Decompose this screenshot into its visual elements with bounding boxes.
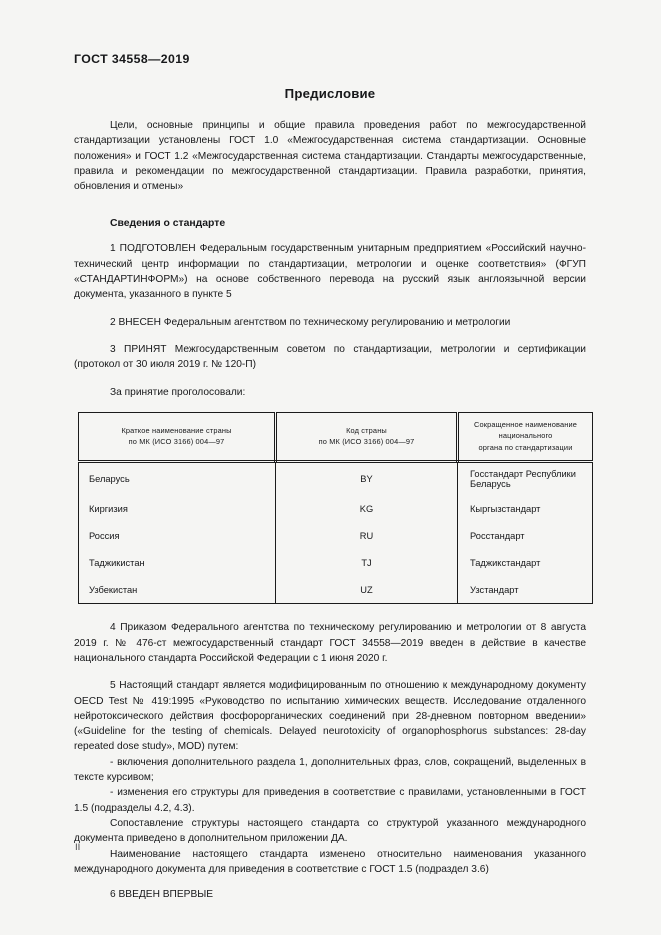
vote-table-header-row xyxy=(79,412,593,462)
header-line-1: Краткое наименование страны xyxy=(121,425,232,435)
cell-body: Узстандарт xyxy=(470,584,519,595)
vote-table-header-code xyxy=(276,412,458,462)
table-row xyxy=(79,576,593,604)
cell-code: RU xyxy=(276,522,458,549)
vote-table-body xyxy=(79,462,593,604)
cell-body: Таджикстандарт xyxy=(470,557,541,568)
standard-info-item-3: 3 ПРИНЯТ Межгосударственным советом по стандартизации, метрологии и сертификации (протокол от 30 июля 2019 г. № 120-П) xyxy=(74,343,586,371)
vote-table-wrapper xyxy=(78,412,593,605)
page-content xyxy=(74,86,586,912)
table-row xyxy=(79,549,593,576)
cell-country: Узбекистан xyxy=(79,576,276,604)
header-line-1: Код страны xyxy=(346,425,387,435)
page-number: II xyxy=(75,842,81,853)
document-header-standard-number: ГОСТ 34558—2019 xyxy=(74,52,190,66)
standard-info-item-2: 2 ВНЕСЕН Федеральным агентством по техническому регулированию и метрологии xyxy=(110,316,511,328)
standard-info-item-5-dash-2: - изменения его структуры для приведения в соответствие с правилами, установленными в ГОСТ 1.5 (подразделы 4.2, 4.3). xyxy=(74,787,586,814)
standard-info-item-4: 4 Приказом Федерального агентства по техническому регулированию и метрологии от 8 августа 2019 г. № 476-ст межгосударственный стандарт ГОСТ 34558—2019 введен в действие в качестве национального стандарта Российской Федерации с 1 июня 2020 г. xyxy=(74,622,586,664)
vote-table xyxy=(78,412,593,605)
page-title: Предисловие xyxy=(284,86,376,101)
header-line-2: органа по стандартизации xyxy=(478,442,573,452)
table-row xyxy=(79,522,593,549)
cell-code: KG xyxy=(276,495,458,522)
header-line-2: по МК (ИСО 3166) 004—97 xyxy=(128,437,225,447)
cell-country: Киргизия xyxy=(79,495,276,522)
standard-info-heading: Сведения о стандарте xyxy=(110,218,226,230)
vote-intro-text: За принятие проголосовали: xyxy=(110,386,246,398)
vote-table-header-country xyxy=(79,412,276,462)
spacer xyxy=(74,206,586,218)
cell-country: Россия xyxy=(79,522,276,549)
standard-info-item-5-comparison: Сопоставление структуры настоящего стандарта со структурой указанного международного документа приведено в дополнительном приложении ДА. xyxy=(74,817,586,845)
cell-country: Беларусь xyxy=(79,462,276,496)
cell-body: Росстандарт xyxy=(470,530,525,541)
standard-info-item-5-dash-1: - включения дополнительного раздела 1, дополнительных фраз, слов, сокращений, выделенных в тексте курсивом; xyxy=(74,756,586,784)
cell-code: UZ xyxy=(276,576,458,604)
cell-code: TJ xyxy=(276,549,458,576)
cell-country: Таджикистан xyxy=(79,549,276,576)
cell-body: Госстандарт Республики Беларусь xyxy=(470,469,576,490)
table-row xyxy=(79,495,593,522)
standard-info-item-5-lead: 5 Настоящий стандарт является модифицированным по отношению к международному документу OECD Test № 419:1995 «Руководство по испытанию химических веществ. Исследование отдаленного нейротоксического действия фосфорорганических соединений при 28-дневном повторном введении» («Guideline for the testing of chemicals. Delayed neurotoxicity of organophosphorus substances: 28-day repeated dose study», MOD) путем: xyxy=(74,680,586,753)
table-row xyxy=(79,462,593,496)
spacer xyxy=(74,877,586,889)
vote-table-header-body xyxy=(458,412,593,462)
standard-info-item-5-naming: Наименование настоящего стандарта изменено относительно наименования указанного международного документа для приведения в соответствие с ГОСТ 1.5 (подраздел 3.6) xyxy=(74,848,586,875)
header-line-2: по МК (ИСО 3166) 004—97 xyxy=(318,437,415,447)
header-line-1: Сокращенное наименование национального xyxy=(473,419,578,441)
foreword-intro-paragraph: Цели, основные принципы и общие правила проведения работ по межгосударственной стандартизации установлены ГОСТ 1.0 «Межгосударственная система стандартизации. Основные положения» и ГОСТ 1.2 «Межгосударственная система стандартизации. Стандарты межгосударственные, правила и рекомендации по межгосударственной стандартизации. Правила разработки, принятия, обновления и отмены» xyxy=(74,120,586,193)
vote-table-head xyxy=(79,412,593,462)
standard-info-item-6: 6 ВВЕДЕН ВПЕРВЫЕ xyxy=(110,889,214,901)
cell-body: Кыргызстандарт xyxy=(470,503,541,514)
standard-info-item-1: 1 ПОДГОТОВЛЕН Федеральным государственным унитарным предприятием «Российский научно-технический центр информации по стандартизации, метрологии и оценке соответствия» (ФГУП «СТАНДАРТИНФОРМ») на основе собственного перевода на русский язык англоязычной версии документа, указанного в пункте 5 xyxy=(74,243,586,301)
cell-code: BY xyxy=(276,462,458,496)
